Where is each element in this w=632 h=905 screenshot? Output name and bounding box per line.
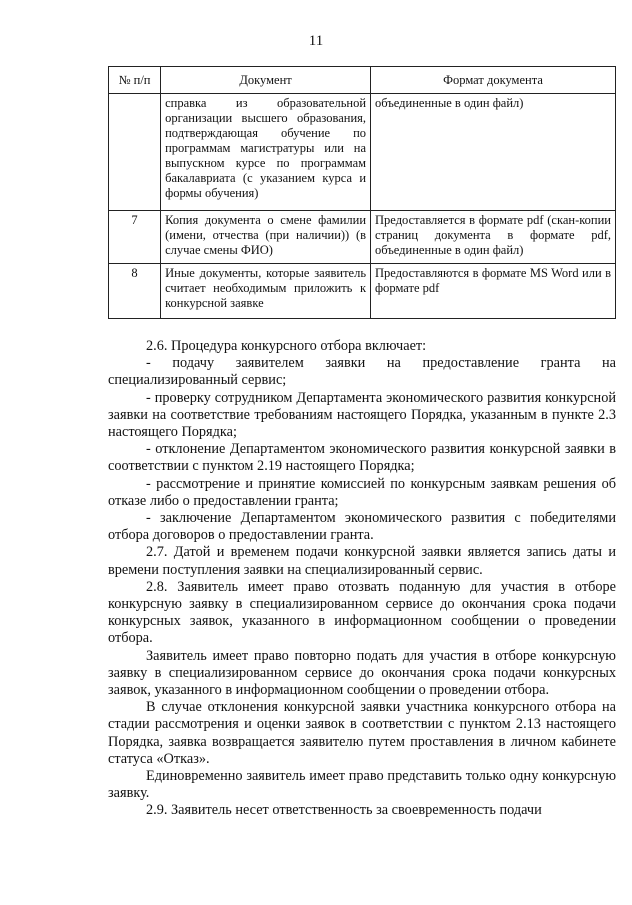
paragraph: 2.8. Заявитель имеет право отозвать поданную для участия в отборе конкурсную заявку в специализированном сервисе до окончания срока подачи конкурсных заявок, указанного в информационном сообщении о проведении отбора. <box>108 578 616 647</box>
paragraph: Единовременно заявитель имеет право представить только одну конкурсную заявку. <box>108 768 616 802</box>
table-row <box>109 211 616 264</box>
table-row <box>109 264 616 319</box>
paragraph: 2.6. Процедура конкурсного отбора включает: <box>146 338 427 354</box>
table-header-row <box>109 67 616 94</box>
paragraph: Заявитель имеет право повторно подать для участия в отборе конкурсную заявку в специализированном сервисе до окончания срока подачи конкурсных заявок, указанного в информационном сообщении о проведении отбора. <box>108 647 616 699</box>
paragraph: - рассмотрение и принятие комиссией по конкурсным заявкам решения об отказе либо о предоставлении гранта; <box>108 475 616 509</box>
row-format: объединенные в один файл) <box>371 94 616 211</box>
row-num: 7 <box>109 211 161 264</box>
row-document: Иные документы, которые заявитель считает необходимым приложить к конкурсной заявке <box>161 264 371 319</box>
header-document: Документ <box>161 67 371 94</box>
row-num <box>109 94 161 211</box>
table-row <box>109 94 616 211</box>
paragraph: 2.9. Заявитель несет ответственность за своевременность подачи <box>146 802 542 819</box>
row-format: Предоставляется в формате pdf (скан-копии страниц документа в формате pdf, объединенные в один файл) <box>371 211 616 264</box>
paragraph: - проверку сотрудником Департамента экономического развития конкурсной заявки на соответствие требованиям настоящего Порядка, указанным в пункте 2.3 настоящего Порядка; <box>108 389 616 441</box>
header-format: Формат документа <box>371 67 616 94</box>
row-num: 8 <box>109 264 161 319</box>
header-num: № п/п <box>109 67 161 94</box>
documents-table <box>108 66 616 319</box>
paragraph: - подачу заявителем заявки на предоставление гранта на специализированный сервис; <box>108 355 616 389</box>
body-text <box>108 338 616 820</box>
paragraph: - заключение Департаментом экономического развития с победителями отбора договоров о предоставлении гранта. <box>108 510 616 544</box>
paragraph: В случае отклонения конкурсной заявки участника конкурсного отбора на стадии рассмотрения и оценки заявок в соответствии с пунктом 2.13 настоящего Порядка, заявка возвращается заявителю путем проставления в личном кабинете статуса «Отказ». <box>108 699 616 767</box>
page-number: 11 <box>308 33 324 49</box>
row-document: справка из образовательной организации высшего образования, подтверждающая обучение по программам магистратуры или на выпускном курсе по программам бакалавриата (с указанием курса и формы обучения) <box>161 94 371 211</box>
row-document: Копия документа о смене фамилии (имени, отчества (при наличии)) (в случае смены ФИО) <box>161 211 371 264</box>
row-format: Предоставляются в формате MS Word или в формате pdf <box>371 264 616 319</box>
paragraph: - отклонение Департаментом экономического развития конкурсной заявки в соответствии с пунктом 2.19 настоящего Порядка; <box>108 441 616 475</box>
paragraph: 2.7. Датой и временем подачи конкурсной заявки является запись даты и времени поступления заявки на специализированный сервис. <box>108 544 616 578</box>
